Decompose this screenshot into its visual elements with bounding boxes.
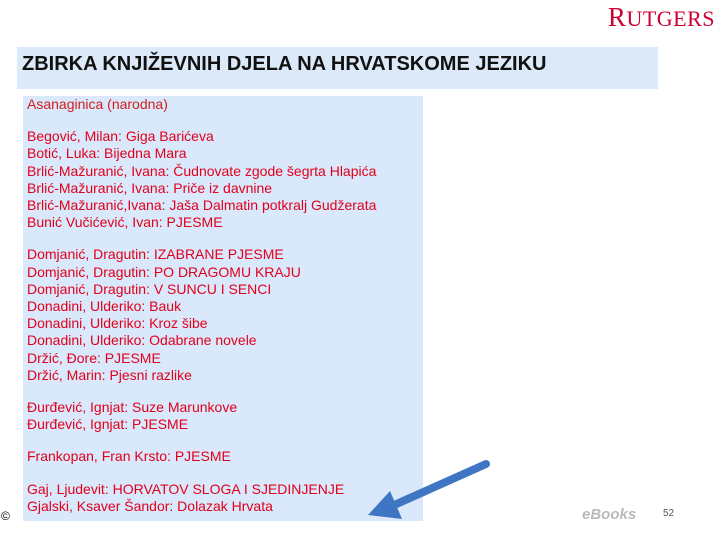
list-item[interactable]: Držić, Đore: PJESME <box>27 349 161 366</box>
list-item[interactable]: Bunić Vučićević, Ivan: PJESME <box>27 214 223 231</box>
page-title: ZBIRKA KNJIŽEVNIH DJELA NA HRVATSKOME JEZIKU <box>17 47 658 89</box>
list-item[interactable]: Gjalski, Ksaver Šandor: Dolazak Hrvata <box>27 497 273 514</box>
list-item[interactable]: Domjanić, Dragutin: V SUNCU I SENCI <box>27 280 272 297</box>
list-item[interactable]: Botić, Luka: Bijedna Mara <box>27 145 187 162</box>
list-item[interactable]: Brlić-Mažuranić,Ivana: Jaša Dalmatin potkralj Gudžerata <box>27 197 377 214</box>
list-item[interactable]: Domjanić, Dragutin: IZABRANE PJESME <box>27 246 284 263</box>
list-item[interactable]: Begović, Milan: Giga Barićeva <box>27 128 214 145</box>
ebooks-watermark: eBooks <box>582 506 637 523</box>
list-item[interactable]: Frankopan, Fran Krsto: PJESME <box>27 448 231 465</box>
list-item[interactable]: Gaj, Ljudevit: HORVATOV SLOGA I SJEDINJENJE <box>27 480 345 497</box>
list-item[interactable]: Držić, Marin: Pjesni razlike <box>27 366 192 383</box>
list-item[interactable]: Đurđević, Ignjat: PJESME <box>27 416 189 433</box>
list-item[interactable]: Asanaginica (narodna) <box>27 96 168 112</box>
list-item[interactable]: Donadini, Ulderiko: Odabrane novele <box>27 332 257 349</box>
copyright-symbol: © <box>1 509 10 523</box>
list-item[interactable]: Domjanić, Dragutin: PO DRAGOMU KRAJU <box>27 263 301 280</box>
list-item[interactable]: Donadini, Ulderiko: Kroz šibe <box>27 315 208 332</box>
list-item[interactable]: Đurđević, Ignjat: Suze Marunkove <box>27 399 238 416</box>
rutgers-logo: RUTGERS <box>607 2 715 32</box>
list-item[interactable]: Brlić-Mažuranić, Ivana: Čudnovate zgode šegrta Hlapića <box>27 162 377 179</box>
page-number: 52 <box>663 508 675 519</box>
list-item[interactable]: Donadini, Ulderiko: Bauk <box>27 298 182 315</box>
list-item[interactable]: Brlić-Mažuranić, Ivana: Priče iz davnine <box>27 179 273 196</box>
